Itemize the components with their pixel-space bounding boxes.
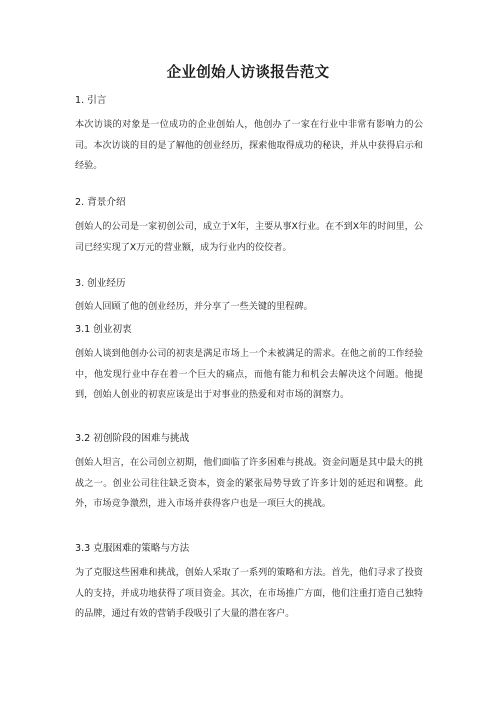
section-heading-3-2: 3.2 初创阶段的困难与挑战 (75, 433, 190, 444)
section-text-background: 创始人的公司是一家初创公司，成立于X年，主要从事X行业。在不到X年的时间里，公司已经实现了X万元的营业额，成为行业内的佼佼者。 (75, 222, 424, 253)
document-title: 企业创始人访谈报告范文 (166, 65, 330, 81)
section-heading-intro: 1. 引言 (75, 95, 107, 106)
section-text-3-2: 创始人坦言，在公司创立初期，他们面临了许多困难与挑战。资金问题是其中最大的挑战之一。创业公司往往缺乏资本，资金的紧张局势导致了许多计划的延迟和调整。此外，市场竞争激烈，进入市场并获得客户也是一项巨大的挑战。 (75, 458, 423, 510)
section-text-3-3: 为了克服这些困难和挑战，创始人采取了一系列的策略和方法。首先，他们寻求了投资人的支持，并成功地获得了项目资金。其次，在市场推广方面，他们注重打造自己独特的品牌，通过有效的营销手段吸引了大量的潜在客户。 (75, 568, 423, 620)
section-text-intro: 本次访谈的对象是一位成功的企业创始人，他创办了一家在行业中非常有影响力的公司。本次访谈的目的是了解他的创业经历，探索他取得成功的秘诀，并从中获得启示和经验。 (75, 120, 423, 172)
section-heading-experience: 3. 创业经历 (75, 278, 126, 289)
section-text-experience: 创始人回顾了他的创业经历，并分享了一些关键的里程碑。 (75, 302, 313, 312)
section-heading-background: 2. 背景介绍 (75, 197, 126, 208)
section-text-3-1: 创始人谈到他创办公司的初衷是满足市场上一个未被满足的需求。在他之前的工作经验中，他发现行业中存在着一个巨大的痛点，而他有能力和机会去解决这个问题。他提到，创始人创业的初衷应该是出于对事业的热爱和对市场的洞察力。 (75, 349, 423, 401)
section-heading-3-1: 3.1 创业初衷 (75, 324, 132, 335)
section-heading-3-3: 3.3 克服困难的策略与方法 (75, 543, 190, 554)
